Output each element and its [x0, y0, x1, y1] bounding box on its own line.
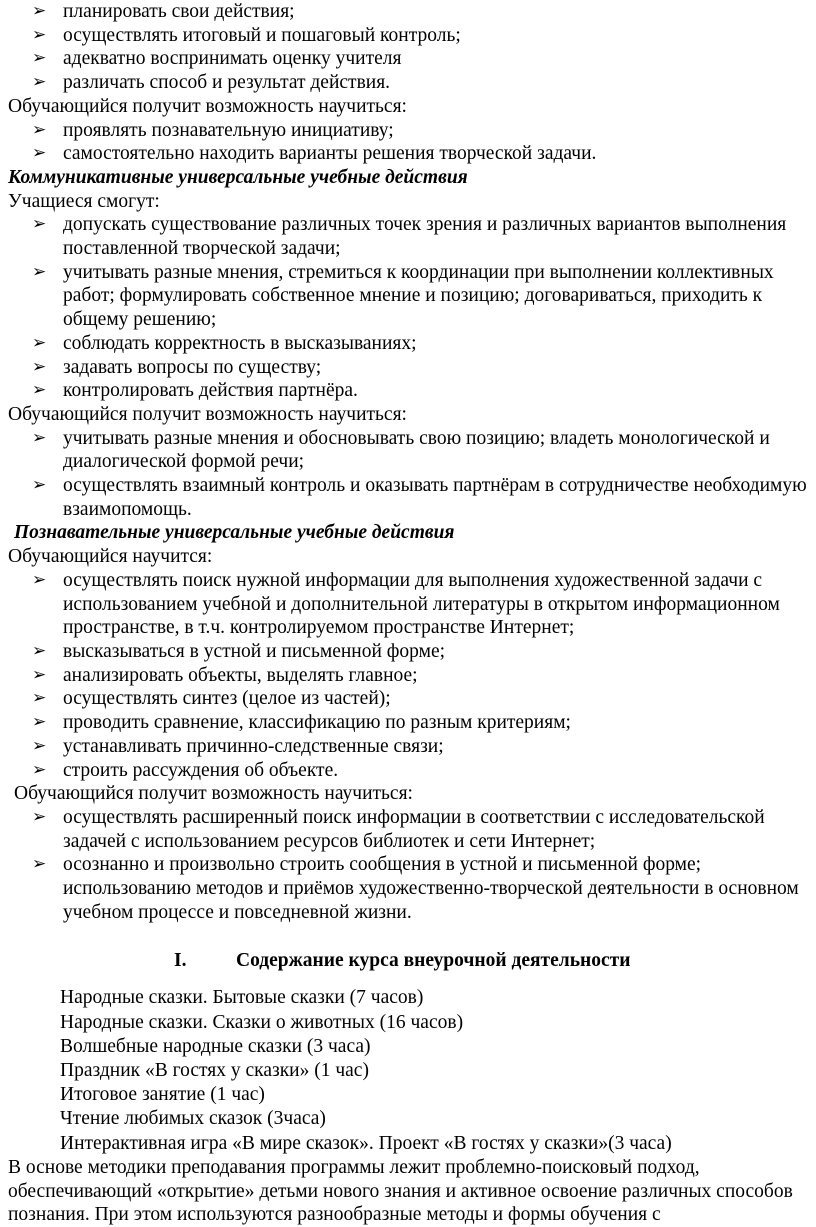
regulatory-skills-list: [8, 0, 808, 95]
course-content-list: [8, 986, 808, 1155]
list-item: ➢ проявлять познавательную инициативу;: [32, 119, 394, 141]
list-item: Итоговое занятие (1 час): [60, 1084, 265, 1106]
list-item: ➢ анализировать объекты, выделять главное;: [32, 664, 418, 686]
arrowhead-bullet-icon: ➢: [32, 143, 47, 164]
arrowhead-bullet-icon: ➢: [32, 759, 47, 780]
list-item: ➢ осуществлять взаимный контроль и оказывать партнёрам в сотрудничестве необходимую взаимопомощь.: [32, 475, 807, 520]
arrowhead-bullet-icon: ➢: [32, 688, 47, 709]
paragraph-opportunity: Обучающийся получит возможность научиться:: [8, 95, 407, 117]
cognitive-skills-list: [8, 569, 808, 782]
arrowhead-bullet-icon: ➢: [32, 332, 47, 353]
list-item: ➢ устанавливать причинно-следственные связи;: [32, 735, 444, 757]
section-heading: [8, 946, 808, 976]
list-item: ➢ самостоятельно находить варианты решения творческой задачи.: [32, 143, 597, 165]
document-page: [8, 0, 808, 1227]
section-title: Содержание курса внеурочной деятельности: [236, 950, 631, 972]
arrowhead-bullet-icon: ➢: [32, 806, 47, 827]
opportunity-list: [8, 119, 808, 166]
heading-cognitive: Познавательные универсальные учебные действия: [14, 522, 455, 544]
heading-communicative: Коммуникативные универсальные учебные действия: [8, 166, 468, 188]
list-item: ➢ осуществлять расширенный поиск информации в соответствии с исследовательской задачей с использованием ресурсов библиотек и сети Интернет;: [32, 806, 765, 852]
list-item: ➢ высказываться в устной и письменной форме;: [32, 640, 446, 662]
communicative-opportunity-list: [8, 427, 808, 522]
arrowhead-bullet-icon: ➢: [32, 24, 47, 45]
list-item: ➢ осуществлять синтез (целое из частей);: [32, 688, 391, 710]
list-item: ➢ допускать существование различных точек зрения и различных вариантов выполнения поставленной творческой задачи;: [32, 214, 787, 260]
list-item: ➢ осуществлять поиск нужной информации для выполнения художественной задачи с использованием учебной и дополнительной литературы в открытом информационном пространстве, в т.ч. контролируемом пространстве Интернет;: [32, 569, 780, 639]
list-item: ➢ осуществлять итоговый и пошаговый контроль;: [32, 24, 461, 46]
list-item: ➢ различать способ и результат действия.: [32, 72, 391, 94]
list-item: ➢ соблюдать корректность в высказываниях;: [32, 332, 417, 354]
list-item: ➢ контролировать действия партнёра.: [32, 380, 358, 402]
list-item: Чтение любимых сказок (3часа): [60, 1108, 326, 1130]
arrowhead-bullet-icon: ➢: [32, 119, 47, 140]
arrowhead-bullet-icon: ➢: [32, 214, 47, 235]
list-item: ➢ адекватно воспринимать оценку учителя: [32, 48, 402, 70]
list-item: ➢ проводить сравнение, классификацию по разным критериям;: [32, 712, 571, 734]
arrowhead-bullet-icon: ➢: [32, 854, 47, 875]
arrowhead-bullet-icon: ➢: [32, 1, 47, 21]
list-item: Волшебные народные сказки (3 часа): [60, 1035, 371, 1057]
arrowhead-bullet-icon: ➢: [32, 569, 47, 590]
list-item: ➢ задавать вопросы по существу;: [32, 356, 322, 378]
paragraph-opportunity: Обучающийся получит возможность научиться:: [8, 403, 407, 425]
arrowhead-bullet-icon: ➢: [32, 356, 47, 377]
arrowhead-bullet-icon: ➢: [32, 664, 47, 685]
list-item: ➢ учитывать разные мнения, стремиться к координации при выполнении коллективных работ; формулировать собственное мнение и позицию; договариваться, приходить к общему решению;: [32, 261, 774, 331]
list-item: ➢ осознанно и произвольно строить сообщения в устной и письменной форме; использованию методов и приёмов художественно-творческой деятельности в основном учебном процессе и повседневной жизни.: [32, 854, 799, 923]
list-item: Народные сказки. Сказки о животных (16 часов): [60, 1011, 464, 1033]
section-number: I.: [174, 950, 187, 972]
arrowhead-bullet-icon: ➢: [32, 475, 47, 496]
list-item: ➢ строить рассуждения об объекте.: [32, 759, 339, 781]
paragraph-opportunity: Обучающийся получит возможность научиться:: [14, 783, 413, 805]
paragraph-student-will-learn: Обучающийся научится:: [8, 546, 213, 568]
arrowhead-bullet-icon: ➢: [32, 72, 47, 93]
cognitive-opportunity-list: [8, 806, 808, 925]
arrowhead-bullet-icon: ➢: [32, 640, 47, 661]
arrowhead-bullet-icon: ➢: [32, 261, 47, 282]
arrowhead-bullet-icon: ➢: [32, 427, 47, 448]
list-item: ➢ планировать свои действия;: [32, 1, 295, 22]
list-item: Интерактивная игра «В мире сказок». Проект «В гостях у сказки»(3 часа): [60, 1132, 672, 1154]
list-item: Праздник «В гостях у сказки» (1 час): [60, 1060, 369, 1082]
list-item: Народные сказки. Бытовые сказки (7 часов): [60, 987, 424, 1009]
arrowhead-bullet-icon: ➢: [32, 712, 47, 733]
communicative-skills-list: [8, 213, 808, 403]
arrowhead-bullet-icon: ➢: [32, 380, 47, 401]
arrowhead-bullet-icon: ➢: [32, 735, 47, 756]
list-item: ➢ учитывать разные мнения и обосновывать свою позицию; владеть монологической и диалогической формой речи;: [32, 427, 770, 473]
paragraph-students-can: Учащиеся смогут:: [8, 190, 160, 212]
arrowhead-bullet-icon: ➢: [32, 48, 47, 69]
methodology-paragraph: В основе методики преподавания программы лежит проблемно-поисковый подход, обеспечивающий «открытие» детьми нового знания и активное освоение различных способов познания. При этом используются разнообразные методы и формы обучения с: [8, 1156, 793, 1226]
